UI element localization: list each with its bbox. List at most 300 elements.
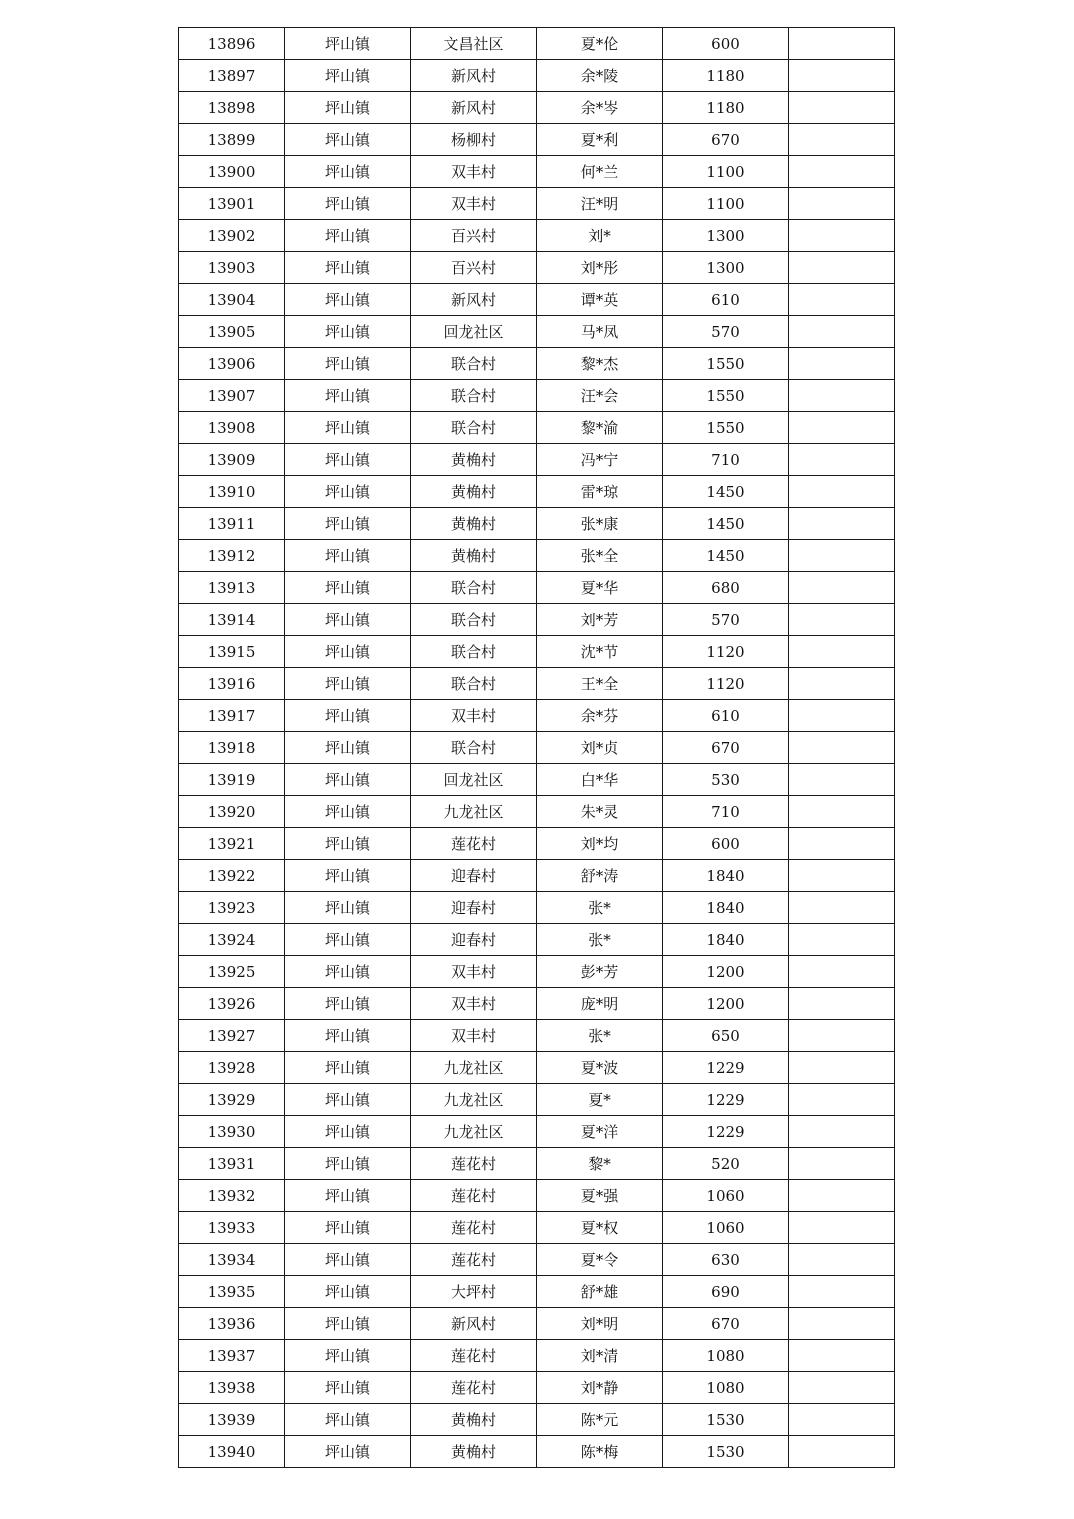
table-row	[179, 1244, 895, 1276]
town-cell: 坪山镇	[285, 956, 411, 988]
town-cell: 坪山镇	[285, 412, 411, 444]
serial-number-cell: 13915	[179, 636, 285, 668]
name-cell: 陈*元	[537, 1404, 663, 1436]
village-cell: 九龙社区	[411, 1052, 537, 1084]
serial-number-cell: 13923	[179, 892, 285, 924]
amount-cell: 1200	[663, 988, 789, 1020]
table-row	[179, 1020, 895, 1052]
table-row	[179, 956, 895, 988]
town-cell: 坪山镇	[285, 156, 411, 188]
amount-cell: 1080	[663, 1340, 789, 1372]
town-cell: 坪山镇	[285, 828, 411, 860]
table-row	[179, 924, 895, 956]
remark-cell	[789, 700, 895, 732]
table-row	[179, 764, 895, 796]
town-cell: 坪山镇	[285, 796, 411, 828]
amount-cell: 520	[663, 1148, 789, 1180]
remark-cell	[789, 860, 895, 892]
serial-number-cell: 13936	[179, 1308, 285, 1340]
remark-cell	[789, 156, 895, 188]
name-cell: 刘*芳	[537, 604, 663, 636]
serial-number-cell: 13912	[179, 540, 285, 572]
amount-cell: 630	[663, 1244, 789, 1276]
table-row	[179, 1052, 895, 1084]
name-cell: 夏*洋	[537, 1116, 663, 1148]
serial-number-cell: 13930	[179, 1116, 285, 1148]
remark-cell	[789, 604, 895, 636]
remark-cell	[789, 1052, 895, 1084]
amount-cell: 650	[663, 1020, 789, 1052]
name-cell: 张*康	[537, 508, 663, 540]
serial-number-cell: 13938	[179, 1372, 285, 1404]
name-cell: 夏*强	[537, 1180, 663, 1212]
remark-cell	[789, 28, 895, 60]
serial-number-cell: 13921	[179, 828, 285, 860]
remark-cell	[789, 476, 895, 508]
table-row	[179, 1180, 895, 1212]
village-cell: 双丰村	[411, 988, 537, 1020]
amount-cell: 610	[663, 700, 789, 732]
name-cell: 夏*权	[537, 1212, 663, 1244]
amount-cell: 1300	[663, 220, 789, 252]
name-cell: 夏*利	[537, 124, 663, 156]
serial-number-cell: 13896	[179, 28, 285, 60]
table-row	[179, 220, 895, 252]
amount-cell: 1450	[663, 508, 789, 540]
town-cell: 坪山镇	[285, 188, 411, 220]
remark-cell	[789, 1244, 895, 1276]
remark-cell	[789, 732, 895, 764]
table-row	[179, 188, 895, 220]
table-row	[179, 1372, 895, 1404]
serial-number-cell: 13911	[179, 508, 285, 540]
remark-cell	[789, 764, 895, 796]
town-cell: 坪山镇	[285, 892, 411, 924]
table-row	[179, 124, 895, 156]
table-row	[179, 1116, 895, 1148]
name-cell: 白*华	[537, 764, 663, 796]
name-cell: 余*岑	[537, 92, 663, 124]
amount-cell: 530	[663, 764, 789, 796]
serial-number-cell: 13940	[179, 1436, 285, 1468]
serial-number-cell: 13900	[179, 156, 285, 188]
serial-number-cell: 13906	[179, 348, 285, 380]
table-row	[179, 604, 895, 636]
serial-number-cell: 13925	[179, 956, 285, 988]
town-cell: 坪山镇	[285, 636, 411, 668]
village-cell: 迎春村	[411, 924, 537, 956]
town-cell: 坪山镇	[285, 508, 411, 540]
village-cell: 双丰村	[411, 156, 537, 188]
name-cell: 刘*贞	[537, 732, 663, 764]
village-cell: 莲花村	[411, 1148, 537, 1180]
table-row	[179, 892, 895, 924]
remark-cell	[789, 92, 895, 124]
remark-cell	[789, 1308, 895, 1340]
serial-number-cell: 13899	[179, 124, 285, 156]
town-cell: 坪山镇	[285, 1212, 411, 1244]
town-cell: 坪山镇	[285, 1020, 411, 1052]
town-cell: 坪山镇	[285, 1404, 411, 1436]
amount-cell: 1450	[663, 476, 789, 508]
serial-number-cell: 13909	[179, 444, 285, 476]
table-row	[179, 284, 895, 316]
remark-cell	[789, 1180, 895, 1212]
table-row	[179, 316, 895, 348]
serial-number-cell: 13914	[179, 604, 285, 636]
village-cell: 新风村	[411, 60, 537, 92]
remark-cell	[789, 1276, 895, 1308]
serial-number-cell: 13929	[179, 1084, 285, 1116]
village-cell: 联合村	[411, 604, 537, 636]
village-cell: 新风村	[411, 1308, 537, 1340]
remark-cell	[789, 828, 895, 860]
name-cell: 夏*伦	[537, 28, 663, 60]
remark-cell	[789, 1340, 895, 1372]
amount-cell: 1229	[663, 1116, 789, 1148]
village-cell: 九龙社区	[411, 796, 537, 828]
remark-cell	[789, 124, 895, 156]
village-cell: 双丰村	[411, 188, 537, 220]
remark-cell	[789, 1372, 895, 1404]
village-cell: 黄桷村	[411, 508, 537, 540]
table-row	[179, 28, 895, 60]
town-cell: 坪山镇	[285, 668, 411, 700]
village-cell: 联合村	[411, 348, 537, 380]
table-row	[179, 732, 895, 764]
remark-cell	[789, 796, 895, 828]
town-cell: 坪山镇	[285, 1148, 411, 1180]
town-cell: 坪山镇	[285, 540, 411, 572]
town-cell: 坪山镇	[285, 924, 411, 956]
name-cell: 刘*明	[537, 1308, 663, 1340]
town-cell: 坪山镇	[285, 1436, 411, 1468]
serial-number-cell: 13897	[179, 60, 285, 92]
serial-number-cell: 13922	[179, 860, 285, 892]
remark-cell	[789, 508, 895, 540]
name-cell: 汪*明	[537, 188, 663, 220]
town-cell: 坪山镇	[285, 124, 411, 156]
name-cell: 夏*波	[537, 1052, 663, 1084]
amount-cell: 1550	[663, 348, 789, 380]
table-row	[179, 1148, 895, 1180]
name-cell: 马*凤	[537, 316, 663, 348]
town-cell: 坪山镇	[285, 476, 411, 508]
name-cell: 黎*	[537, 1148, 663, 1180]
remark-cell	[789, 412, 895, 444]
name-cell: 雷*琼	[537, 476, 663, 508]
amount-cell: 690	[663, 1276, 789, 1308]
village-cell: 联合村	[411, 572, 537, 604]
amount-cell: 680	[663, 572, 789, 604]
name-cell: 王*全	[537, 668, 663, 700]
table-row	[179, 412, 895, 444]
table-row	[179, 444, 895, 476]
village-cell: 百兴村	[411, 220, 537, 252]
remark-cell	[789, 924, 895, 956]
serial-number-cell: 13902	[179, 220, 285, 252]
serial-number-cell: 13908	[179, 412, 285, 444]
table-row	[179, 988, 895, 1020]
name-cell: 刘*静	[537, 1372, 663, 1404]
town-cell: 坪山镇	[285, 1052, 411, 1084]
serial-number-cell: 13920	[179, 796, 285, 828]
village-cell: 联合村	[411, 668, 537, 700]
amount-cell: 1080	[663, 1372, 789, 1404]
name-cell: 张*	[537, 1020, 663, 1052]
name-cell: 谭*英	[537, 284, 663, 316]
name-cell: 彭*芳	[537, 956, 663, 988]
serial-number-cell: 13919	[179, 764, 285, 796]
town-cell: 坪山镇	[285, 28, 411, 60]
town-cell: 坪山镇	[285, 1084, 411, 1116]
amount-cell: 1840	[663, 892, 789, 924]
remark-cell	[789, 892, 895, 924]
village-cell: 莲花村	[411, 828, 537, 860]
remark-cell	[789, 188, 895, 220]
name-cell: 舒*涛	[537, 860, 663, 892]
amount-cell: 570	[663, 316, 789, 348]
table-row	[179, 540, 895, 572]
table-row	[179, 1308, 895, 1340]
amount-cell: 1060	[663, 1212, 789, 1244]
village-cell: 莲花村	[411, 1212, 537, 1244]
table-row	[179, 60, 895, 92]
serial-number-cell: 13916	[179, 668, 285, 700]
village-cell: 九龙社区	[411, 1084, 537, 1116]
remark-cell	[789, 60, 895, 92]
town-cell: 坪山镇	[285, 764, 411, 796]
village-cell: 莲花村	[411, 1244, 537, 1276]
remark-cell	[789, 316, 895, 348]
name-cell: 刘*	[537, 220, 663, 252]
town-cell: 坪山镇	[285, 1372, 411, 1404]
amount-cell: 1530	[663, 1436, 789, 1468]
amount-cell: 1120	[663, 636, 789, 668]
serial-number-cell: 13939	[179, 1404, 285, 1436]
amount-cell: 1060	[663, 1180, 789, 1212]
name-cell: 张*	[537, 892, 663, 924]
town-cell: 坪山镇	[285, 1340, 411, 1372]
village-cell: 大坪村	[411, 1276, 537, 1308]
remark-cell	[789, 668, 895, 700]
amount-cell: 710	[663, 796, 789, 828]
town-cell: 坪山镇	[285, 92, 411, 124]
table-row	[179, 156, 895, 188]
name-cell: 黎*渝	[537, 412, 663, 444]
serial-number-cell: 13898	[179, 92, 285, 124]
remark-cell	[789, 1148, 895, 1180]
town-cell: 坪山镇	[285, 732, 411, 764]
remark-cell	[789, 1084, 895, 1116]
serial-number-cell: 13910	[179, 476, 285, 508]
amount-cell: 1100	[663, 156, 789, 188]
serial-number-cell: 13937	[179, 1340, 285, 1372]
name-cell: 夏*令	[537, 1244, 663, 1276]
amount-cell: 1180	[663, 60, 789, 92]
name-cell: 夏*华	[537, 572, 663, 604]
name-cell: 冯*宁	[537, 444, 663, 476]
name-cell: 庞*明	[537, 988, 663, 1020]
town-cell: 坪山镇	[285, 700, 411, 732]
name-cell: 夏*	[537, 1084, 663, 1116]
amount-cell: 1229	[663, 1084, 789, 1116]
remark-cell	[789, 380, 895, 412]
amount-cell: 1120	[663, 668, 789, 700]
amount-cell: 710	[663, 444, 789, 476]
table-row	[179, 860, 895, 892]
remark-cell	[789, 1020, 895, 1052]
town-cell: 坪山镇	[285, 1116, 411, 1148]
remark-cell	[789, 348, 895, 380]
village-cell: 莲花村	[411, 1372, 537, 1404]
name-cell: 朱*灵	[537, 796, 663, 828]
table-row	[179, 1340, 895, 1372]
village-cell: 杨柳村	[411, 124, 537, 156]
town-cell: 坪山镇	[285, 316, 411, 348]
name-cell: 张*	[537, 924, 663, 956]
serial-number-cell: 13926	[179, 988, 285, 1020]
name-cell: 舒*雄	[537, 1276, 663, 1308]
town-cell: 坪山镇	[285, 284, 411, 316]
amount-cell: 1450	[663, 540, 789, 572]
table-body	[179, 28, 895, 1468]
town-cell: 坪山镇	[285, 444, 411, 476]
table-row	[179, 668, 895, 700]
serial-number-cell: 13918	[179, 732, 285, 764]
serial-number-cell: 13933	[179, 1212, 285, 1244]
name-cell: 汪*会	[537, 380, 663, 412]
town-cell: 坪山镇	[285, 572, 411, 604]
remark-cell	[789, 956, 895, 988]
amount-cell: 600	[663, 28, 789, 60]
remark-cell	[789, 284, 895, 316]
amount-cell: 670	[663, 1308, 789, 1340]
town-cell: 坪山镇	[285, 220, 411, 252]
town-cell: 坪山镇	[285, 860, 411, 892]
table-row	[179, 92, 895, 124]
serial-number-cell: 13904	[179, 284, 285, 316]
remark-cell	[789, 1116, 895, 1148]
table-row	[179, 796, 895, 828]
data-table	[178, 27, 895, 1468]
amount-cell: 1840	[663, 924, 789, 956]
village-cell: 黄桷村	[411, 1404, 537, 1436]
town-cell: 坪山镇	[285, 380, 411, 412]
table-row	[179, 1212, 895, 1244]
amount-cell: 1200	[663, 956, 789, 988]
village-cell: 新风村	[411, 92, 537, 124]
serial-number-cell: 13913	[179, 572, 285, 604]
table-row	[179, 476, 895, 508]
serial-number-cell: 13927	[179, 1020, 285, 1052]
name-cell: 余*陵	[537, 60, 663, 92]
serial-number-cell: 13924	[179, 924, 285, 956]
name-cell: 刘*均	[537, 828, 663, 860]
town-cell: 坪山镇	[285, 60, 411, 92]
remark-cell	[789, 572, 895, 604]
serial-number-cell: 13917	[179, 700, 285, 732]
village-cell: 联合村	[411, 412, 537, 444]
remark-cell	[789, 252, 895, 284]
remark-cell	[789, 988, 895, 1020]
remark-cell	[789, 1212, 895, 1244]
table-row	[179, 380, 895, 412]
village-cell: 双丰村	[411, 956, 537, 988]
serial-number-cell: 13931	[179, 1148, 285, 1180]
amount-cell: 1100	[663, 188, 789, 220]
table-row	[179, 1436, 895, 1468]
table-row	[179, 828, 895, 860]
amount-cell: 1300	[663, 252, 789, 284]
village-cell: 双丰村	[411, 1020, 537, 1052]
village-cell: 新风村	[411, 284, 537, 316]
village-cell: 莲花村	[411, 1180, 537, 1212]
table-row	[179, 700, 895, 732]
name-cell: 黎*杰	[537, 348, 663, 380]
village-cell: 迎春村	[411, 892, 537, 924]
serial-number-cell: 13905	[179, 316, 285, 348]
amount-cell: 1550	[663, 412, 789, 444]
village-cell: 双丰村	[411, 700, 537, 732]
town-cell: 坪山镇	[285, 1308, 411, 1340]
village-cell: 黄桷村	[411, 540, 537, 572]
table-row	[179, 1276, 895, 1308]
amount-cell: 670	[663, 124, 789, 156]
town-cell: 坪山镇	[285, 348, 411, 380]
table-row	[179, 252, 895, 284]
remark-cell	[789, 444, 895, 476]
serial-number-cell: 13901	[179, 188, 285, 220]
remark-cell	[789, 220, 895, 252]
remark-cell	[789, 1436, 895, 1468]
village-cell: 联合村	[411, 732, 537, 764]
table-row	[179, 1084, 895, 1116]
village-cell: 联合村	[411, 636, 537, 668]
town-cell: 坪山镇	[285, 1276, 411, 1308]
remark-cell	[789, 540, 895, 572]
amount-cell: 600	[663, 828, 789, 860]
name-cell: 何*兰	[537, 156, 663, 188]
village-cell: 黄桷村	[411, 1436, 537, 1468]
village-cell: 回龙社区	[411, 316, 537, 348]
table-row	[179, 572, 895, 604]
serial-number-cell: 13934	[179, 1244, 285, 1276]
village-cell: 百兴村	[411, 252, 537, 284]
town-cell: 坪山镇	[285, 604, 411, 636]
name-cell: 刘*彤	[537, 252, 663, 284]
name-cell: 刘*清	[537, 1340, 663, 1372]
table-row	[179, 1404, 895, 1436]
serial-number-cell: 13935	[179, 1276, 285, 1308]
name-cell: 张*全	[537, 540, 663, 572]
amount-cell: 670	[663, 732, 789, 764]
table-row	[179, 508, 895, 540]
table-row	[179, 348, 895, 380]
amount-cell: 1229	[663, 1052, 789, 1084]
name-cell: 余*芬	[537, 700, 663, 732]
village-cell: 迎春村	[411, 860, 537, 892]
serial-number-cell: 13903	[179, 252, 285, 284]
village-cell: 文昌社区	[411, 28, 537, 60]
serial-number-cell: 13907	[179, 380, 285, 412]
village-cell: 联合村	[411, 380, 537, 412]
town-cell: 坪山镇	[285, 252, 411, 284]
town-cell: 坪山镇	[285, 1244, 411, 1276]
village-cell: 九龙社区	[411, 1116, 537, 1148]
serial-number-cell: 13932	[179, 1180, 285, 1212]
village-cell: 莲花村	[411, 1340, 537, 1372]
